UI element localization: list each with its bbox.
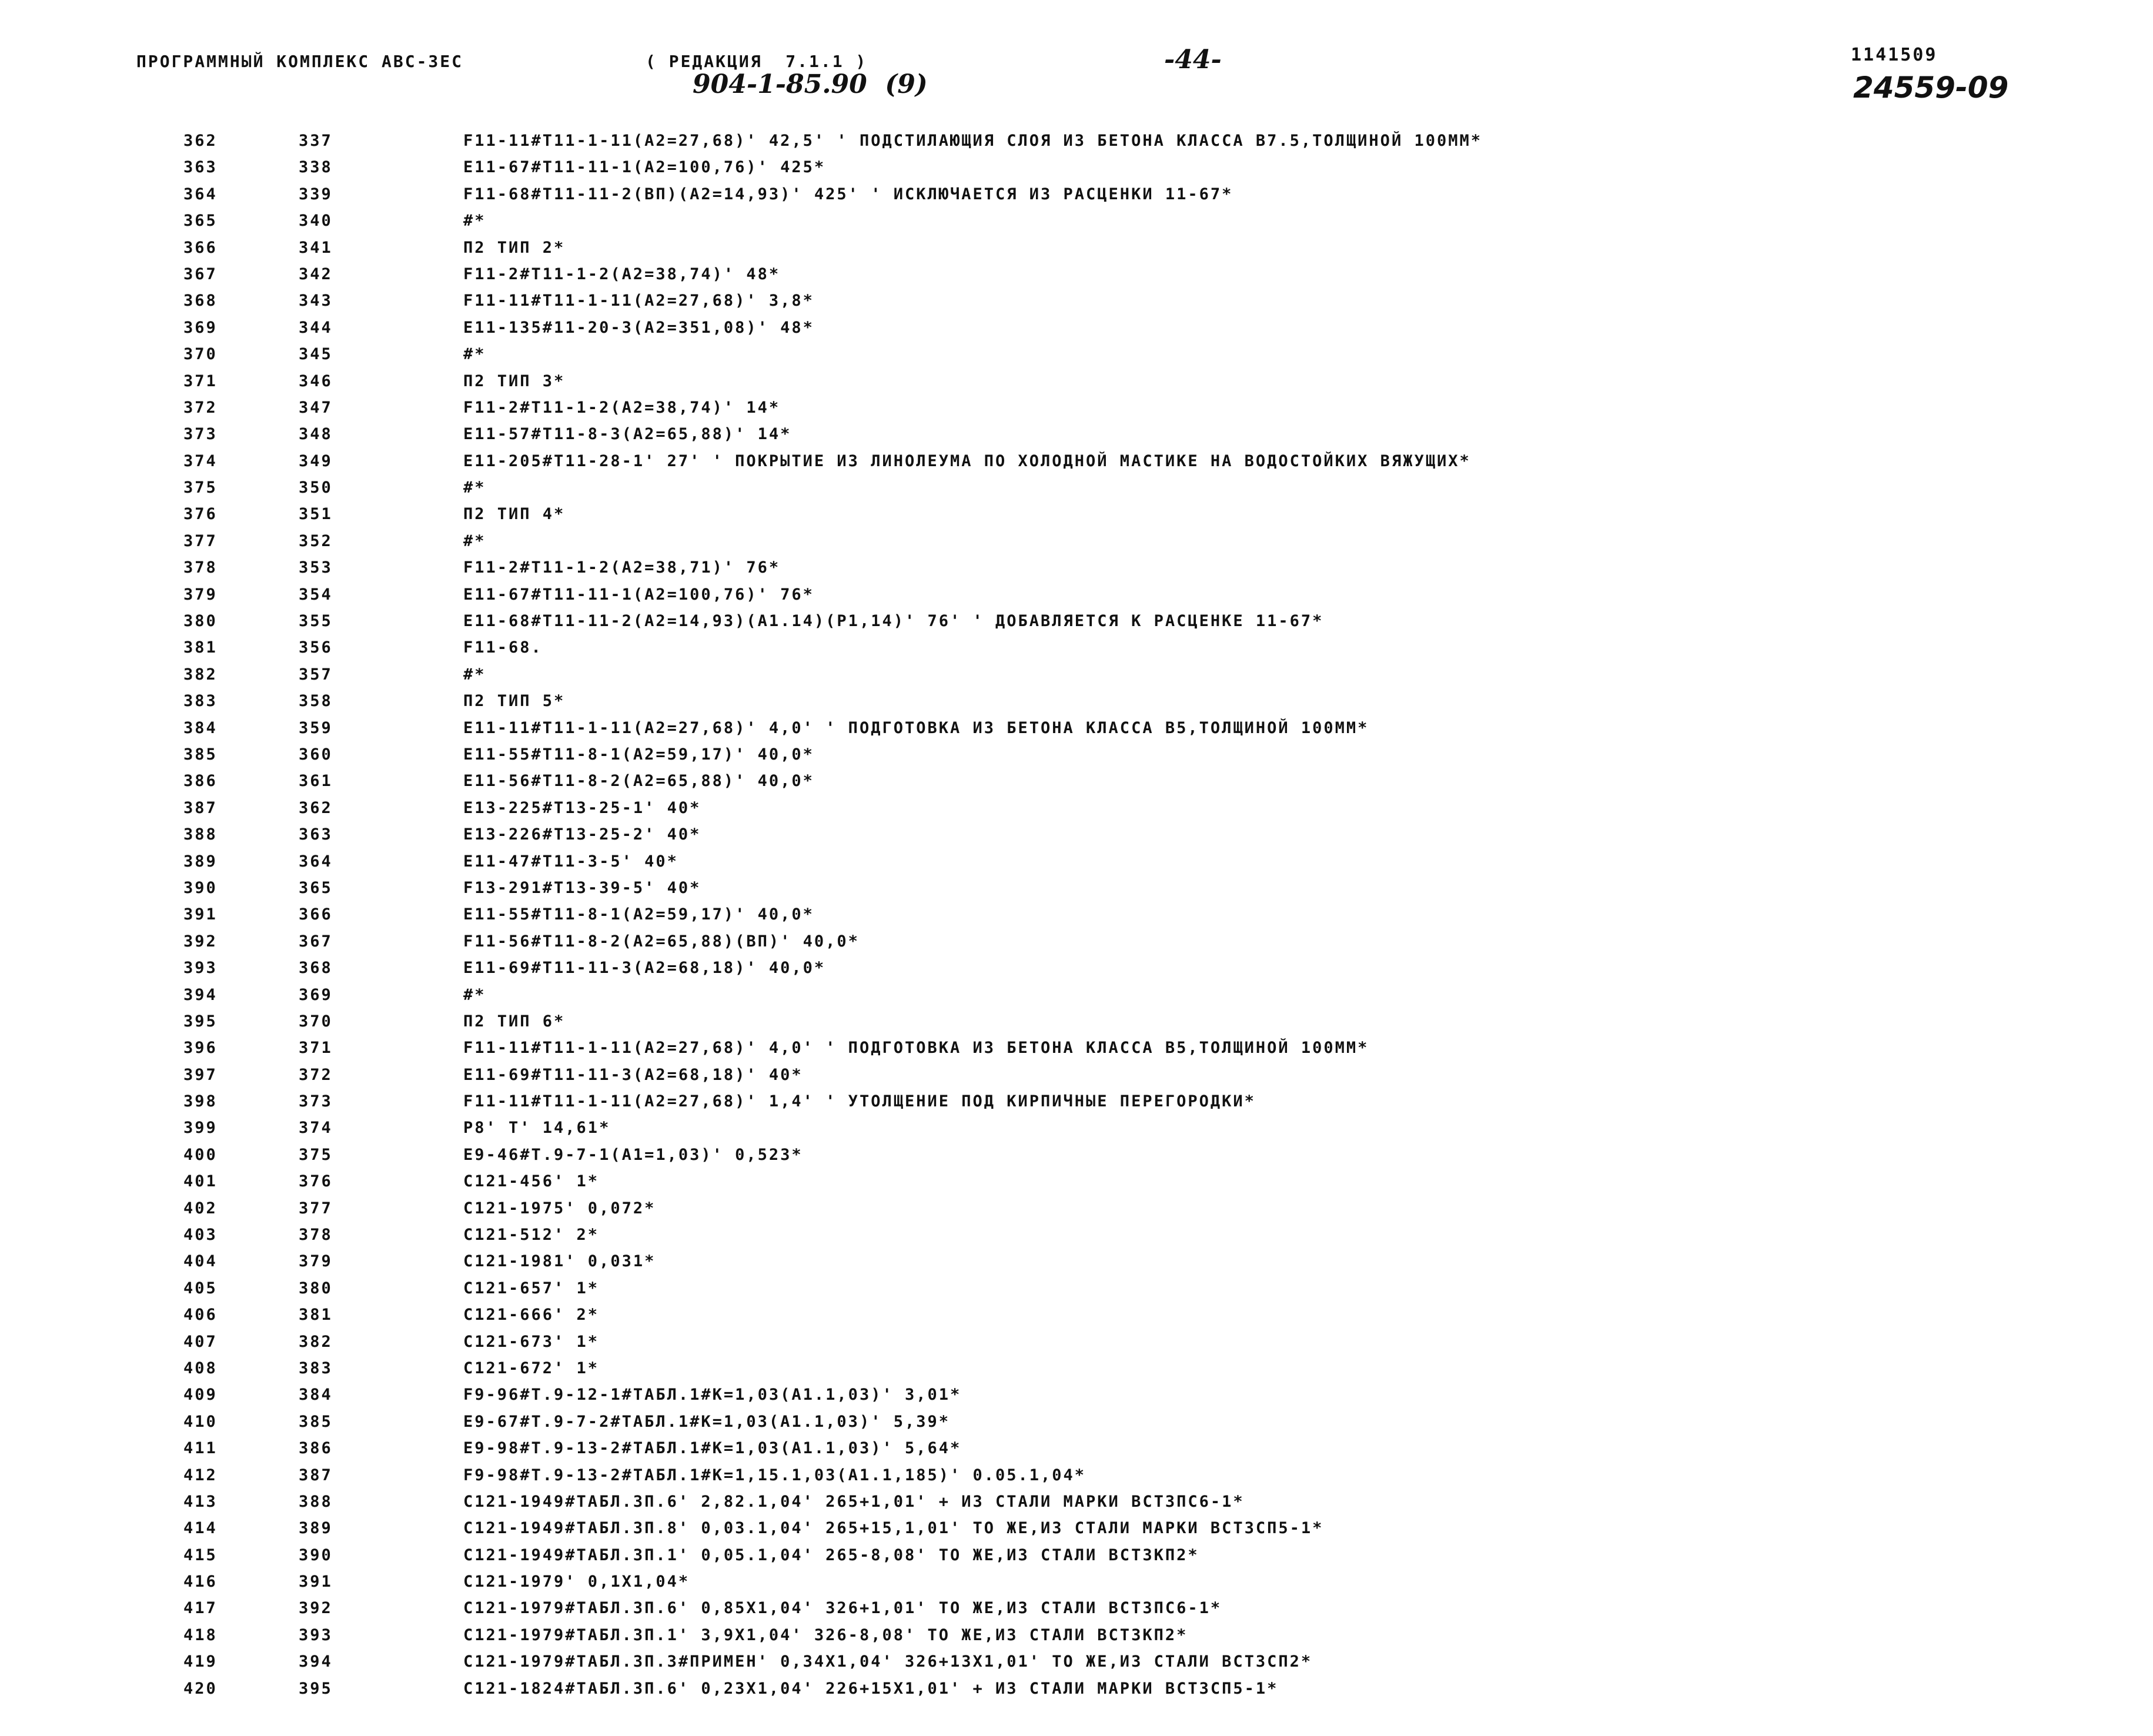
statement-text: C121-666' 2* <box>463 1306 600 1324</box>
statement-text: F11-2#T11-1-2(A2=38,74)' 48* <box>463 265 781 283</box>
statement-text: #* <box>463 479 486 497</box>
statement-text: F11-11#T11-1-11(A2=27,68)' 4,0' ' ПОДГОТОВКА ИЗ БЕТОНА КЛАССА В5,ТОЛЩИНОЙ 100ММ* <box>463 1039 1369 1058</box>
listing-line <box>0 1493 2153 1519</box>
statement-text: E13-226#T13-25-2' 40* <box>463 825 701 844</box>
line-sequence-number: 411 <box>183 1439 218 1458</box>
line-sequence-number: 410 <box>183 1412 218 1431</box>
listing-line <box>0 158 2153 185</box>
program-title: ПРОГРАММНЫЙ КОМПЛЕКС АВС-ЗЕС <box>136 52 464 71</box>
statement-number: 345 <box>299 345 333 364</box>
line-sequence-number: 395 <box>183 1012 218 1031</box>
listing-line <box>0 1599 2153 1625</box>
statement-text: П2 ТИП 3* <box>463 372 566 390</box>
statement-number: 386 <box>299 1439 333 1458</box>
listing-line <box>0 586 2153 612</box>
listing-line <box>0 665 2153 692</box>
line-sequence-number: 400 <box>183 1145 218 1164</box>
listing-line <box>0 505 2153 531</box>
statement-number: 354 <box>299 585 333 604</box>
statement-text: C121-1949#TAБЛ.3П.6' 2,82.1,04' 265+1,01' + ИЗ СТАЛИ МАРКИ ВСТ3ПС6-1* <box>463 1492 1245 1511</box>
statement-number: 347 <box>299 398 333 417</box>
line-sequence-number: 387 <box>183 798 218 817</box>
statement-number: 367 <box>299 932 333 951</box>
listing-line <box>0 1439 2153 1466</box>
statement-number: 346 <box>299 372 333 390</box>
statement-text: П2 ТИП 2* <box>463 238 566 257</box>
listing-line <box>0 239 2153 265</box>
statement-number: 364 <box>299 852 333 871</box>
line-sequence-number: 363 <box>183 158 218 177</box>
statement-text: C121-1949#TAБЛ.3П.1' 0,05.1,04' 265-8,08' ТО ЖЕ,ИЗ СТАЛИ ВСТ3КП2* <box>463 1546 1199 1564</box>
listing-line <box>0 719 2153 745</box>
statement-number: 337 <box>299 132 333 150</box>
listing-line <box>0 1146 2153 1172</box>
statement-number: 352 <box>299 531 333 550</box>
statement-number: 378 <box>299 1226 333 1245</box>
statement-text: C121-1979' 0,1X1,04* <box>463 1573 690 1591</box>
listing-line <box>0 1012 2153 1039</box>
statement-text: E11-67#T11-11-1(A2=100,76)' 76* <box>463 585 814 604</box>
line-sequence-number: 392 <box>183 932 218 951</box>
line-sequence-number: 374 <box>183 451 218 470</box>
statement-number: 384 <box>299 1386 333 1404</box>
listing-line <box>0 1252 2153 1279</box>
statement-text: E11-68#T11-11-2(A2=14,93)(A1.14)(P1,14)' 76' ' ДОБАВЛЯЕТСЯ К РАСЦЕНКЕ 11-67* <box>463 612 1324 631</box>
listing-line <box>0 799 2153 825</box>
listing-line <box>0 772 2153 798</box>
line-sequence-number: 399 <box>183 1119 218 1138</box>
line-sequence-number: 375 <box>183 479 218 497</box>
line-sequence-number: 382 <box>183 665 218 684</box>
listing-line <box>0 1626 2153 1653</box>
line-sequence-number: 381 <box>183 638 218 657</box>
line-sequence-number: 417 <box>183 1599 218 1618</box>
statement-text: П2 ТИП 5* <box>463 692 566 711</box>
statement-text: #* <box>463 985 486 1004</box>
listing-line <box>0 1333 2153 1359</box>
statement-number: 392 <box>299 1599 333 1618</box>
line-sequence-number: 405 <box>183 1279 218 1297</box>
statement-number: 390 <box>299 1546 333 1564</box>
statement-number: 360 <box>299 745 333 764</box>
statement-text: C121-512' 2* <box>463 1226 600 1245</box>
statement-text: F11-11#T11-1-11(A2=27,68)' 1,4' ' УТОЛЩЕНИЕ ПОД КИРПИЧНЫЕ ПЕРЕГОРОДКИ* <box>463 1092 1256 1111</box>
statement-text: #* <box>463 212 486 230</box>
statement-number: 383 <box>299 1359 333 1377</box>
statement-number: 341 <box>299 238 333 257</box>
line-sequence-number: 378 <box>183 558 218 577</box>
statement-text: F11-11#T11-1-11(A2=27,68)' 42,5' ' ПОДСТИЛАЮЩИЯ СЛОЯ ИЗ БЕТОНА КЛАССА В7.5,ТОЛЩИНОЙ 100ММ* <box>463 132 1482 150</box>
line-sequence-number: 398 <box>183 1092 218 1111</box>
statement-number: 350 <box>299 479 333 497</box>
statement-text: E9-46#T.9-7-1(A1=1,03)' 0,523* <box>463 1145 803 1164</box>
line-sequence-number: 404 <box>183 1252 218 1271</box>
statement-text: E11-67#T11-11-1(A2=100,76)' 425* <box>463 158 826 177</box>
statement-text: E11-205#T11-28-1' 27' ' ПОКРЫТИЕ ИЗ ЛИНОЛЕУМА ПО ХОЛОДНОЙ МАСТИКЕ НА ВОДОСТОЙКИХ ВЯЖУЩИХ* <box>463 451 1471 470</box>
line-sequence-number: 369 <box>183 318 218 337</box>
statement-text: E9-67#T.9-7-2#TAБЛ.1#K=1,03(A1.1,03)' 5,39* <box>463 1412 950 1431</box>
statement-number: 344 <box>299 318 333 337</box>
listing-line <box>0 132 2153 158</box>
statement-number: 393 <box>299 1625 333 1644</box>
statement-text: P8' T' 14,61* <box>463 1119 611 1138</box>
statement-number: 353 <box>299 558 333 577</box>
statement-text: E9-98#T.9-13-2#TAБЛ.1#K=1,03(A1.1,03)' 5,64* <box>463 1439 962 1458</box>
statement-text: F11-2#T11-1-2(A2=38,74)' 14* <box>463 398 781 417</box>
statement-number: 351 <box>299 505 333 524</box>
statement-number: 394 <box>299 1653 333 1671</box>
statement-text: П2 ТИП 6* <box>463 1012 566 1031</box>
statement-number: 339 <box>299 185 333 203</box>
line-sequence-number: 402 <box>183 1199 218 1217</box>
statement-text: E11-11#T11-1-11(A2=27,68)' 4,0' ' ПОДГОТОВКА ИЗ БЕТОНА КЛАССА В5,ТОЛЩИНОЙ 100ММ* <box>463 718 1369 737</box>
listing-line <box>0 452 2153 479</box>
listing-line <box>0 1039 2153 1065</box>
listing-line <box>0 292 2153 318</box>
statement-text: #* <box>463 531 486 550</box>
statement-number: 389 <box>299 1519 333 1538</box>
listing-line <box>0 319 2153 345</box>
line-sequence-number: 384 <box>183 718 218 737</box>
statement-text: E11-55#T11-8-1(A2=59,17)' 40,0* <box>463 745 814 764</box>
listing-line <box>0 1172 2153 1199</box>
line-sequence-number: 391 <box>183 905 218 924</box>
statement-number: 362 <box>299 798 333 817</box>
listing-line <box>0 692 2153 718</box>
statement-number: 369 <box>299 985 333 1004</box>
line-sequence-number: 401 <box>183 1172 218 1191</box>
statement-number: 355 <box>299 612 333 631</box>
listing-line <box>0 825 2153 852</box>
listing-line <box>0 1573 2153 1599</box>
line-sequence-number: 390 <box>183 878 218 897</box>
line-sequence-number: 396 <box>183 1039 218 1058</box>
statement-text: C121-1979#TAБЛ.3П.3#ПРИМЕН' 0,34X1,04' 326+13X1,01' ТО ЖЕ,ИЗ СТАЛИ ВСТ3СП2* <box>463 1653 1313 1671</box>
statement-number: 342 <box>299 265 333 283</box>
statement-number: 349 <box>299 451 333 470</box>
listing-line <box>0 905 2153 932</box>
statement-text: E13-225#T13-25-1' 40* <box>463 798 701 817</box>
line-sequence-number: 367 <box>183 265 218 283</box>
line-sequence-number: 413 <box>183 1492 218 1511</box>
statement-text: E11-47#T11-3-5' 40* <box>463 852 678 871</box>
listing-line <box>0 1466 2153 1493</box>
listing-line <box>0 638 2153 665</box>
statement-number: 370 <box>299 1012 333 1031</box>
statement-text: E11-135#11-20-3(A2=351,08)' 48* <box>463 318 814 337</box>
listing-line <box>0 1680 2153 1706</box>
statement-text: C121-672' 1* <box>463 1359 600 1377</box>
listing-line <box>0 1279 2153 1306</box>
statement-text: F13-291#T13-39-5' 40* <box>463 878 701 897</box>
statement-number: 391 <box>299 1573 333 1591</box>
statement-text: E11-69#T11-11-3(A2=68,18)' 40,0* <box>463 959 826 978</box>
listing-lines <box>0 132 2153 1706</box>
listing-line <box>0 1092 2153 1119</box>
statement-text: F11-2#T11-1-2(A2=38,71)' 76* <box>463 558 781 577</box>
statement-text: C121-1979#TAБЛ.3П.1' 3,9X1,04' 326-8,08' ТО ЖЕ,ИЗ СТАЛИ ВСТ3КП2* <box>463 1625 1188 1644</box>
listing-line <box>0 1413 2153 1439</box>
document-code: 24559-09 <box>1853 71 2009 105</box>
listing-line <box>0 212 2153 238</box>
statement-text: E11-55#T11-8-1(A2=59,17)' 40,0* <box>463 905 814 924</box>
line-sequence-number: 393 <box>183 959 218 978</box>
line-sequence-number: 408 <box>183 1359 218 1377</box>
edition-label: ( РЕДАКЦИЯ 7.1.1 ) <box>646 52 868 71</box>
listing-line <box>0 532 2153 558</box>
line-sequence-number: 397 <box>183 1065 218 1084</box>
statement-number: 356 <box>299 638 333 657</box>
statement-number: 348 <box>299 425 333 444</box>
listing-line <box>0 479 2153 505</box>
line-sequence-number: 386 <box>183 772 218 791</box>
line-sequence-number: 415 <box>183 1546 218 1564</box>
statement-number: 387 <box>299 1466 333 1484</box>
statement-number: 376 <box>299 1172 333 1191</box>
statement-number: 365 <box>299 878 333 897</box>
line-sequence-number: 376 <box>183 505 218 524</box>
statement-text: C121-1979#TAБЛ.3П.6' 0,85X1,04' 326+1,01' ТО ЖЕ,ИЗ СТАЛИ ВСТ3ПС6-1* <box>463 1599 1222 1618</box>
listing-line <box>0 265 2153 292</box>
listing-line <box>0 185 2153 212</box>
line-sequence-number: 412 <box>183 1466 218 1484</box>
statement-number: 357 <box>299 665 333 684</box>
statement-text: F9-96#T.9-12-1#TAБЛ.1#K=1,03(A1.1,03)' 3,01* <box>463 1386 962 1404</box>
listing-line <box>0 425 2153 451</box>
line-sequence-number: 406 <box>183 1306 218 1324</box>
line-sequence-number: 379 <box>183 585 218 604</box>
listing-line <box>0 879 2153 905</box>
statement-number: 368 <box>299 959 333 978</box>
line-sequence-number: 389 <box>183 852 218 871</box>
statement-text: E11-56#T11-8-2(A2=65,88)' 40,0* <box>463 772 814 791</box>
statement-text: C121-1949#TAБЛ.3П.8' 0,03.1,04' 265+15,1,01' ТО ЖЕ,ИЗ СТАЛИ МАРКИ ВСТ3СП5-1* <box>463 1519 1324 1538</box>
listing-line <box>0 959 2153 985</box>
statement-text: F11-11#T11-1-11(A2=27,68)' 3,8* <box>463 292 814 310</box>
statement-number: 372 <box>299 1065 333 1084</box>
line-sequence-number: 365 <box>183 212 218 230</box>
line-sequence-number: 409 <box>183 1386 218 1404</box>
line-sequence-number: 380 <box>183 612 218 631</box>
line-sequence-number: 366 <box>183 238 218 257</box>
statement-number: 343 <box>299 292 333 310</box>
statement-text: C121-1981' 0,031* <box>463 1252 656 1271</box>
line-sequence-number: 377 <box>183 531 218 550</box>
listing-line <box>0 852 2153 879</box>
line-sequence-number: 418 <box>183 1625 218 1644</box>
statement-text: C121-456' 1* <box>463 1172 600 1191</box>
listing-line <box>0 399 2153 425</box>
statement-number: 363 <box>299 825 333 844</box>
line-sequence-number: 383 <box>183 692 218 711</box>
statement-text: E11-57#T11-8-3(A2=65,88)' 14* <box>463 425 792 444</box>
listing-line <box>0 932 2153 959</box>
statement-number: 395 <box>299 1679 333 1698</box>
listing-line <box>0 1306 2153 1332</box>
line-sequence-number: 364 <box>183 185 218 203</box>
statement-text: #* <box>463 345 486 364</box>
statement-number: 338 <box>299 158 333 177</box>
listing-line <box>0 1359 2153 1386</box>
line-sequence-number: 414 <box>183 1519 218 1538</box>
statement-text: E11-69#T11-11-3(A2=68,18)' 40* <box>463 1065 803 1084</box>
line-sequence-number: 388 <box>183 825 218 844</box>
listing-line <box>0 986 2153 1012</box>
statement-text: F11-68#T11-11-2(BП)(A2=14,93)' 425' ' ИСКЛЮЧАЕТСЯ ИЗ РАСЦЕНКИ 11-67* <box>463 185 1233 203</box>
line-sequence-number: 385 <box>183 745 218 764</box>
statement-number: 382 <box>299 1332 333 1351</box>
statement-text: F11-56#T11-8-2(A2=65,88)(BП)' 40,0* <box>463 932 860 951</box>
line-sequence-number: 420 <box>183 1679 218 1698</box>
statement-number: 373 <box>299 1092 333 1111</box>
statement-text: C121-1824#TAБЛ.3П.6' 0,23X1,04' 226+15X1,01' + ИЗ СТАЛИ МАРКИ ВСТ3СП5-1* <box>463 1679 1279 1698</box>
document-number: 1141509 <box>1851 45 1938 65</box>
statement-text: F11-68. <box>463 638 543 657</box>
listing-line <box>0 1546 2153 1573</box>
line-sequence-number: 419 <box>183 1653 218 1671</box>
line-sequence-number: 394 <box>183 985 218 1004</box>
page-number: -44- <box>1164 45 1222 75</box>
statement-number: 359 <box>299 718 333 737</box>
listing-line <box>0 745 2153 772</box>
line-sequence-number: 407 <box>183 1332 218 1351</box>
statement-number: 377 <box>299 1199 333 1217</box>
statement-text: C121-1975' 0,072* <box>463 1199 656 1217</box>
line-sequence-number: 403 <box>183 1226 218 1245</box>
statement-number: 381 <box>299 1306 333 1324</box>
statement-number: 388 <box>299 1492 333 1511</box>
listing-line <box>0 372 2153 399</box>
statement-number: 371 <box>299 1039 333 1058</box>
statement-text: П2 ТИП 4* <box>463 505 566 524</box>
handwritten-reference: 904-1-85.90 (9) <box>693 69 928 99</box>
listing-line <box>0 612 2153 638</box>
line-sequence-number: 368 <box>183 292 218 310</box>
listing-line <box>0 1199 2153 1226</box>
line-sequence-number: 362 <box>183 132 218 150</box>
statement-text: #* <box>463 665 486 684</box>
statement-number: 385 <box>299 1412 333 1431</box>
statement-number: 366 <box>299 905 333 924</box>
statement-text: F9-98#T.9-13-2#TAБЛ.1#K=1,15.1,03(A1.1,185)' 0.05.1,04* <box>463 1466 1086 1484</box>
line-sequence-number: 372 <box>183 398 218 417</box>
listing-line <box>0 1653 2153 1679</box>
line-sequence-number: 370 <box>183 345 218 364</box>
statement-text: C121-657' 1* <box>463 1279 600 1297</box>
listing-line <box>0 1226 2153 1252</box>
listing-line <box>0 345 2153 372</box>
statement-number: 374 <box>299 1119 333 1138</box>
statement-number: 380 <box>299 1279 333 1297</box>
line-sequence-number: 416 <box>183 1573 218 1591</box>
line-sequence-number: 371 <box>183 372 218 390</box>
listing-line <box>0 1119 2153 1145</box>
statement-number: 361 <box>299 772 333 791</box>
listing-line <box>0 1519 2153 1546</box>
line-sequence-number: 373 <box>183 425 218 444</box>
listing-line <box>0 1066 2153 1092</box>
statement-number: 358 <box>299 692 333 711</box>
listing-line <box>0 558 2153 585</box>
statement-text: C121-673' 1* <box>463 1332 600 1351</box>
statement-number: 375 <box>299 1145 333 1164</box>
statement-number: 340 <box>299 212 333 230</box>
statement-number: 379 <box>299 1252 333 1271</box>
listing-line <box>0 1386 2153 1412</box>
